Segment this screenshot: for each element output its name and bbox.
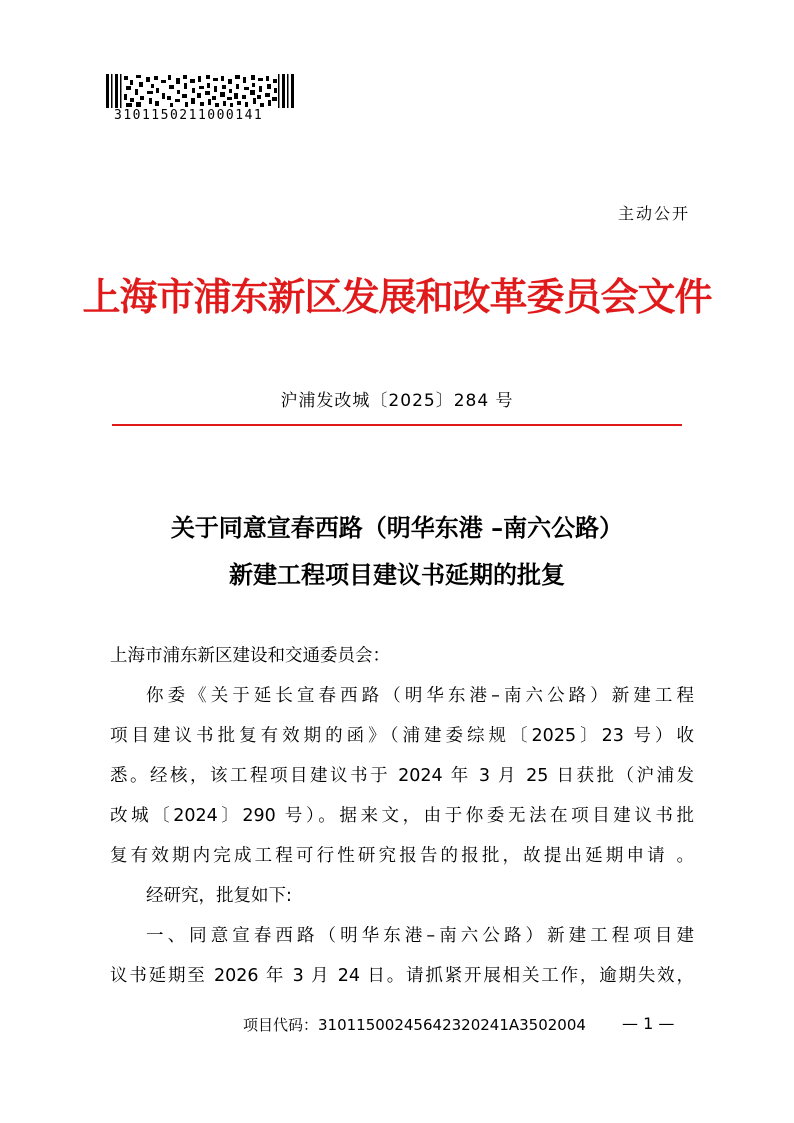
barcode-number: 3101150211000141 bbox=[114, 108, 264, 123]
paragraph-1-line-5: 复有效期内完成工程可行性研究报告的报批，故提出延期申请 。 bbox=[110, 846, 694, 866]
paragraph-3-line-2: 议书延期至 2026 年 3 月 24 日。请抓紧开展相关工作，逾期失效， bbox=[110, 966, 694, 986]
paragraph-1-line-3: 悉。经核，该工程项目建议书于 2024 年 3 月 25 日获批（沪浦发 bbox=[110, 766, 694, 786]
project-code: 项目代码：31011500245642320241A3502004 bbox=[243, 1016, 586, 1034]
disclosure-label: 主动公开 bbox=[617, 204, 690, 223]
barcode-image bbox=[106, 74, 296, 108]
paragraph-1-line-1: 你委《关于延长宣春西路（明华东港–南六公路）新建工程 bbox=[146, 686, 694, 706]
page-number: — 1 — bbox=[622, 1014, 675, 1033]
addressee: 上海市浦东新区建设和交通委员会： bbox=[110, 646, 390, 666]
paragraph-3-line-1: 一、同意宣春西路（明华东港–南六公路）新建工程项目建 bbox=[146, 926, 694, 946]
document-title-line-2: 新建工程项目建议书延期的批复 bbox=[229, 560, 565, 589]
issuer-heading: 上海市浦东新区发展和改革委员会文件 bbox=[82, 274, 712, 319]
paragraph-2: 经研究，批复如下: bbox=[146, 886, 292, 906]
document-number: 沪浦发改城〔2025〕284 号 bbox=[280, 391, 514, 411]
paragraph-1-line-4: 改城〔2024〕290 号）。据来文，由于你委无法在项目建议书批 bbox=[110, 806, 694, 826]
red-divider bbox=[112, 424, 682, 426]
paragraph-1-line-2: 项目建议书批复有效期的函》（浦建委综规〔2025〕23 号）收 bbox=[110, 726, 694, 746]
document-title-line-1: 关于同意宣春西路（明华东港 –南六公路） bbox=[170, 513, 624, 542]
